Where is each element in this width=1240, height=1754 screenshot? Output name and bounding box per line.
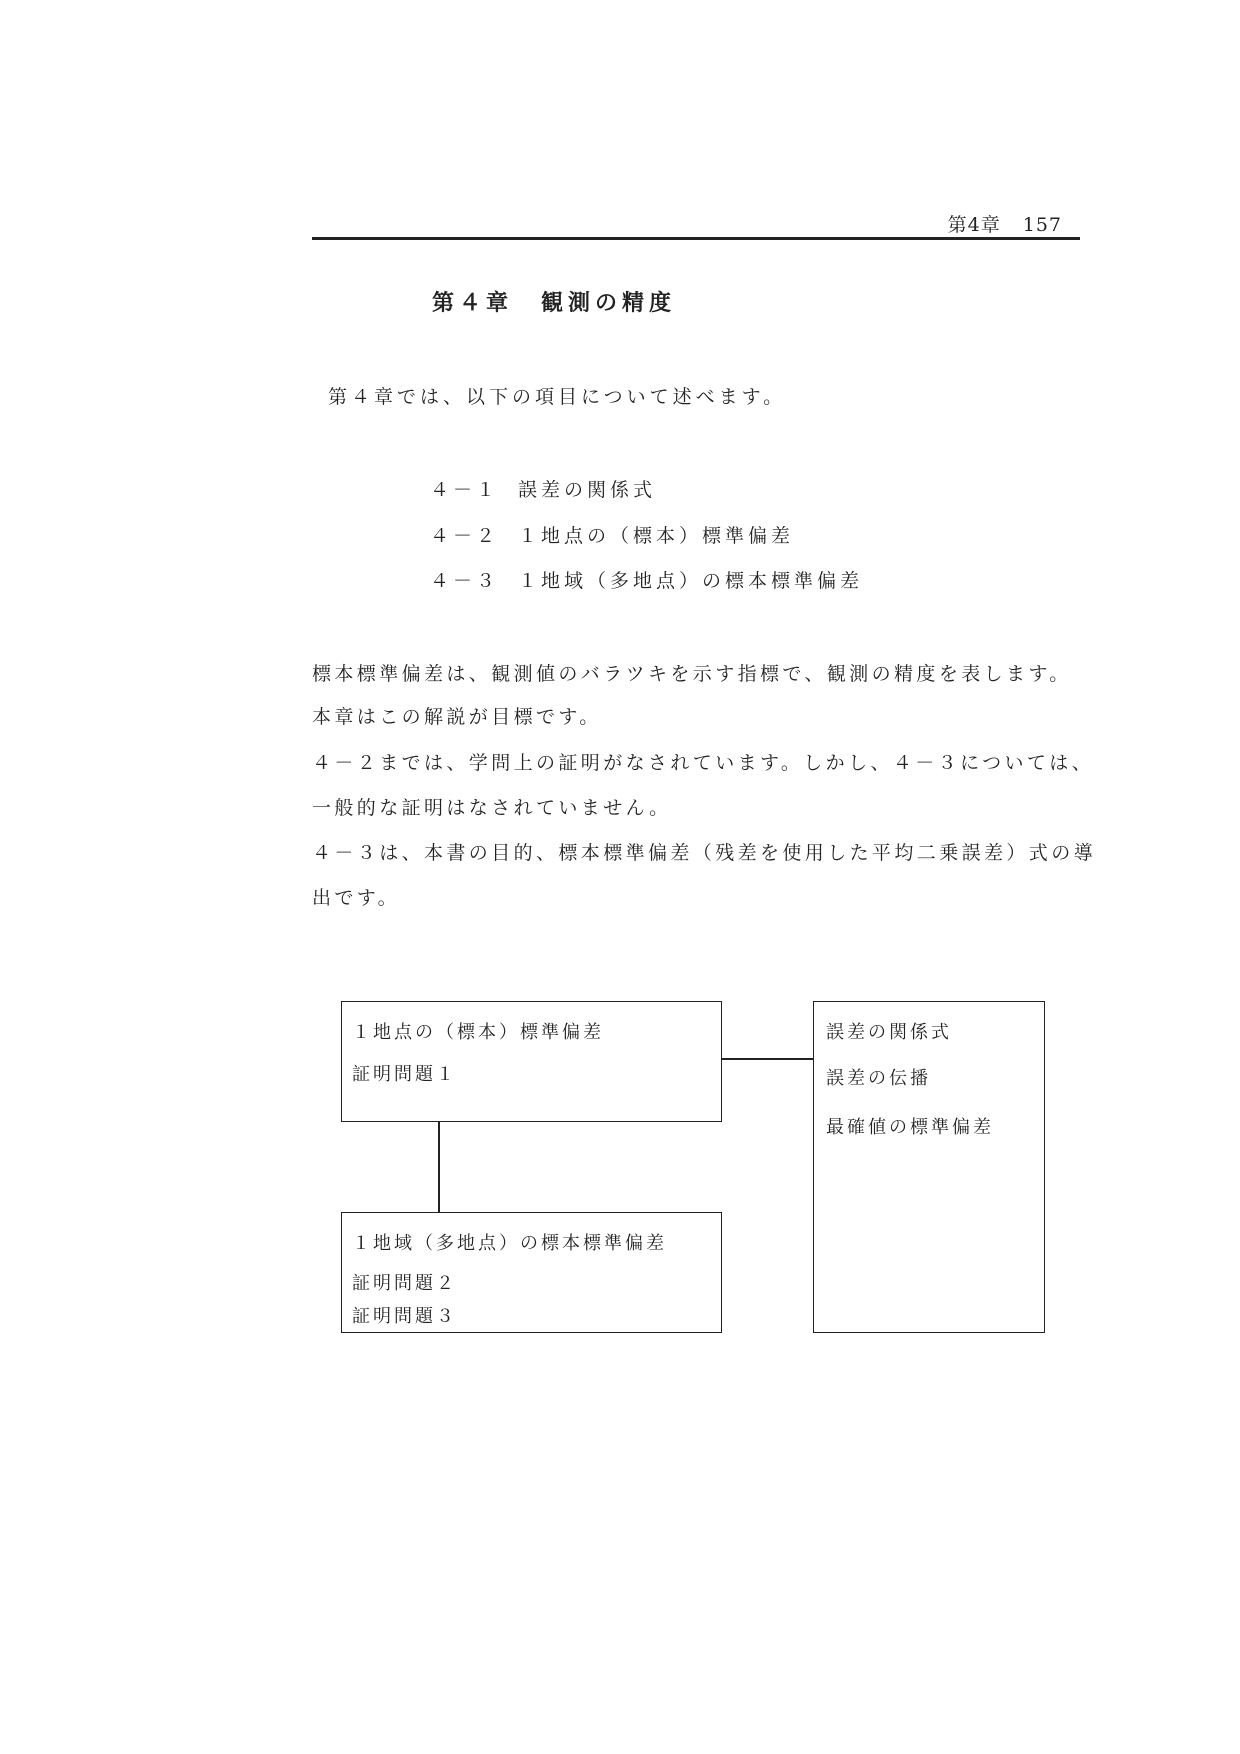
paragraph-line: ４－２までは、学問上の証明がなされています。しかし、４－３については、 [312, 752, 1095, 774]
toc-number: ４－２ [430, 525, 500, 547]
page-number: 157 [1022, 214, 1062, 236]
intro-text: 第４章では、以下の項目について述べます。 [328, 386, 787, 408]
chapter-title [432, 286, 676, 317]
paragraph-line: 出です。 [312, 887, 401, 909]
box-heading: １地域（多地点）の標本標準偏差 [352, 1233, 667, 1254]
box-line: 証明問題１ [352, 1064, 457, 1085]
running-header [948, 210, 1062, 237]
paragraph-line: 一般的な証明はなされていません。 [312, 797, 672, 819]
toc-label: １地点の（標本）標準偏差 [518, 525, 795, 547]
diagram-box-single-point [341, 1001, 722, 1122]
toc-item-3 [430, 566, 863, 593]
toc-number: ４－３ [430, 570, 500, 592]
header-rule [312, 237, 1080, 240]
box-line: 証明問題３ [352, 1306, 457, 1327]
chapter-label: 第４章 [432, 291, 514, 316]
toc-label: １地域（多地点）の標本標準偏差 [518, 570, 864, 592]
toc-item-1 [430, 475, 656, 502]
paragraph-line: 本章はこの解説が目標です。 [312, 706, 602, 728]
toc-number: ４－１ [430, 479, 500, 501]
toc-label: 誤差の関係式 [518, 479, 657, 501]
box-line: 誤差の関係式 [826, 1022, 952, 1043]
diagram-box-multi-point [341, 1212, 722, 1333]
box-line: 誤差の伝播 [826, 1068, 931, 1089]
paragraph-line: 標本標準偏差は、観測値のバラツキを示す指標で、観測の精度を表します。 [312, 663, 1072, 685]
chapter-name: 観測の精度 [541, 291, 677, 316]
box-heading: １地点の（標本）標準偏差 [352, 1022, 604, 1043]
diagram-box-error-topics [813, 1001, 1045, 1333]
running-header-chapter: 第4章 [947, 214, 1001, 236]
box-line: 最確値の標準偏差 [826, 1117, 994, 1138]
connector-horizontal [722, 1058, 813, 1060]
toc-item-2 [430, 521, 794, 548]
box-line: 証明問題２ [352, 1273, 457, 1294]
connector-vertical [438, 1122, 440, 1212]
paragraph-line: ４－３は、本書の目的、標本標準偏差（残差を使用した平均二乗誤差）式の導 [312, 842, 1097, 864]
